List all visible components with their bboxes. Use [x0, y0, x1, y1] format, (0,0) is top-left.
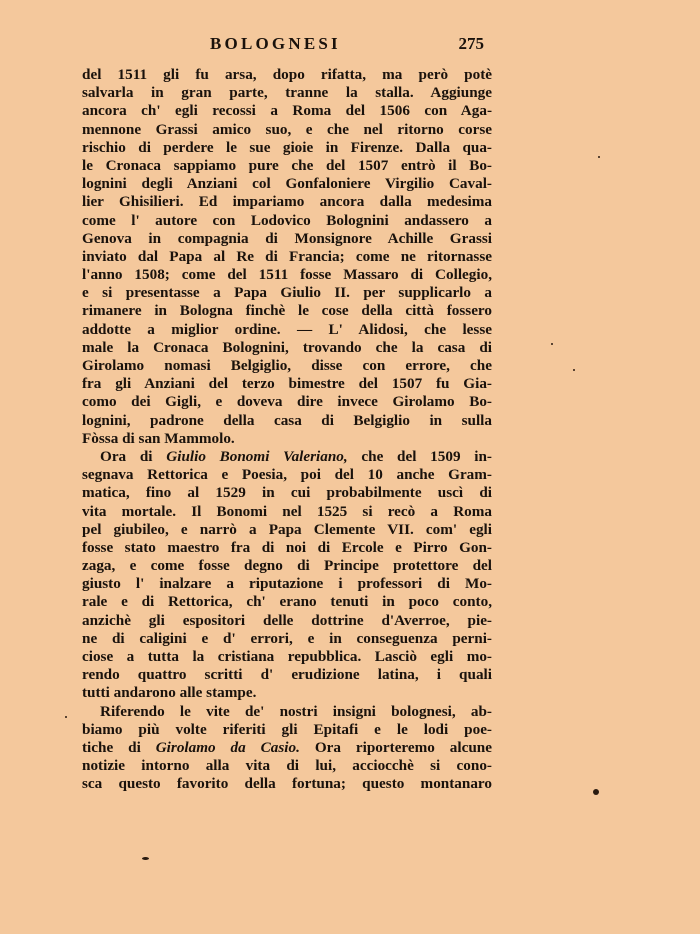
text-line: zaga, e come fosse degno di Principe protettore del	[82, 557, 492, 575]
text-line: l'anno 1508; come del 1511 fosse Massaro di Collegio,	[82, 266, 492, 284]
text-line: tutti andarono alle stampe.	[82, 684, 257, 702]
text-line	[82, 739, 492, 757]
text-line: inviato dal Papa al Re di Francia; come ne ritornasse	[82, 247, 492, 265]
text-line	[82, 448, 492, 466]
paper-speck	[142, 857, 149, 860]
text-line: segnava Rettorica e Poesia, poi del 10 anche Gram-	[82, 466, 492, 484]
text-line: Riferendo le vite de' nostri insigni bolognesi, ab-	[100, 702, 492, 720]
text-line: ancora ch' egli recossi a Roma del 1506 con Aga-	[82, 102, 492, 120]
text-line: lognini degli Anziani col Gonfaloniere Virgilio Caval-	[82, 175, 492, 193]
text-line: e si presentasse a Papa Giulio II. per supplicarlo a	[82, 284, 492, 302]
page-number: 275	[458, 34, 484, 53]
text-line: Genova in compagnia di Monsignore Achille Grassi	[82, 229, 492, 247]
paper-speck	[551, 343, 553, 345]
text-line: rischio di perdere le sue gioie in Firenze. Dalla qua-	[82, 138, 492, 156]
text-line: anzichè gli espositori delle dottrine d'Averroe, pie-	[82, 611, 492, 629]
text-line: Girolamo nomasi Belgiglio, disse con errore, che	[82, 357, 492, 374]
page-header	[82, 30, 492, 54]
text-line: mennone Grassi amico suo, e che nel ritorno corse	[82, 120, 492, 138]
body-text	[82, 66, 492, 794]
text-line: giusto l' inalzare a riputazione i professori di Mo-	[82, 575, 492, 593]
text-segment: Ora di	[100, 447, 167, 465]
text-line: fosse stato maestro fra di noi di Ercole e Pirro Gon-	[82, 538, 492, 556]
text-line: ciose a tutta la cristiana repubblica. Lasciò egli mo-	[82, 648, 492, 665]
paper-speck	[65, 716, 67, 718]
text-line: lognini, padrone della casa di Belgiglio in sulla	[82, 411, 492, 429]
text-line: sca questo favorito della fortuna; questo montanaro	[82, 775, 492, 793]
text-line: vita mortale. Il Bonomi nel 1525 si recò a Roma	[82, 502, 492, 520]
italic-name: Giulio Bonomi Valeriano,	[166, 447, 348, 465]
text-line: rimanere in Bologna finchè le cose della città fossero	[82, 302, 492, 320]
text-line: matica, fino al 1529 in cui probabilmente uscì di	[82, 484, 492, 502]
text-line: male la Cronaca Bolognini, trovando che la casa di	[82, 338, 492, 356]
paper-speck	[598, 156, 600, 158]
text-line: como dei Gigli, e doveva dire invece Girolamo Bo-	[82, 393, 492, 411]
text-line: biamo più volte riferiti gli Epitafi e le lodi poe-	[82, 720, 492, 738]
text-line: lier Ghisilieri. Ed impariamo ancora dalla medesima	[82, 193, 492, 211]
text-line: fra gli Anziani del terzo bimestre del 1507 fu Gia-	[82, 375, 492, 393]
running-head: BOLOGNESI	[210, 34, 341, 53]
text-segment: Ora riporteremo alcune	[299, 738, 492, 756]
text-line: addotte a miglior ordine. — L' Alidosi, che lesse	[82, 320, 492, 338]
text-line: del 1511 gli fu arsa, dopo rifatta, ma però potè	[82, 66, 492, 83]
text-line: Fòssa di san Mammolo.	[82, 429, 235, 447]
text-line: rendo quattro scritti d' erudizione latina, i quali	[82, 666, 492, 684]
text-line: ne di caligini e d' errori, e in conseguenza perni-	[82, 629, 492, 647]
italic-name: Girolamo da Casio.	[155, 738, 300, 756]
paper-speck	[573, 369, 575, 371]
text-line: notizie intorno alla vita di lui, acciocchè si cono-	[82, 757, 492, 775]
text-line: rale e di Rettorica, ch' erano tenuti in poco conto,	[82, 593, 492, 611]
text-line: le Cronaca sappiamo pure che del 1507 entrò il Bo-	[82, 156, 492, 174]
text-line: pel giubileo, e narrò a Papa Clemente VII. com' egli	[82, 520, 492, 538]
text-line: salvarla in gran parte, tranne la stalla. Aggiunge	[82, 84, 492, 102]
text-segment: tiche di	[82, 738, 156, 756]
paper-speck	[593, 789, 599, 795]
text-segment: che del 1509 in-	[347, 447, 492, 465]
text-line: come l' autore con Lodovico Bolognini andassero a	[82, 211, 492, 229]
